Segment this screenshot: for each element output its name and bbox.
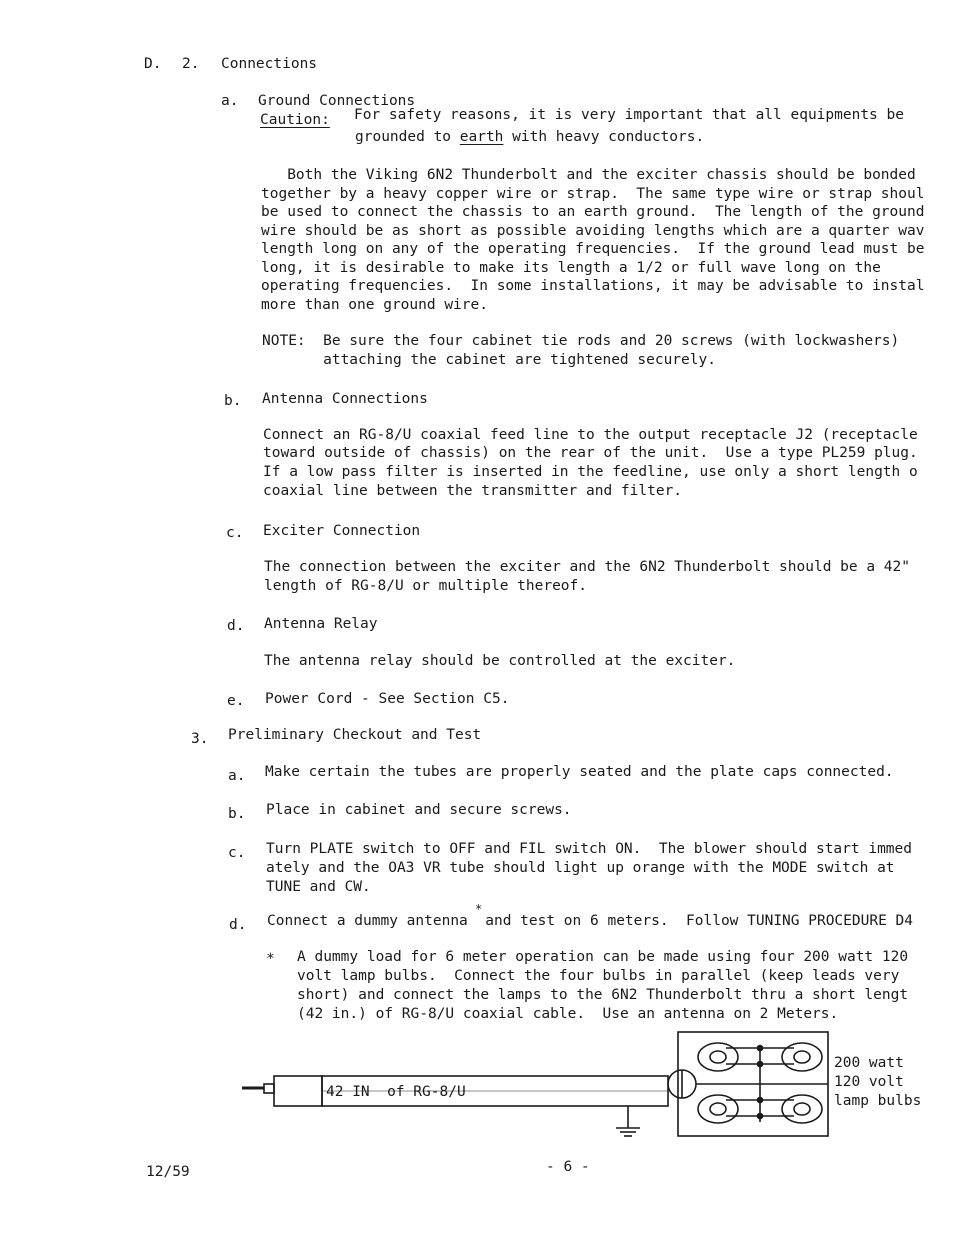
lamp-bulb-bottom-right <box>782 1095 822 1123</box>
footnote-line: short) and connect the lamps to the 6N2 Thunderbolt thru a short lengt <box>297 987 909 1003</box>
prelim-a-label: a. <box>228 768 246 784</box>
antenna-label: b. <box>224 393 242 409</box>
dummy-antenna-asterisk: * <box>475 902 483 916</box>
prelim-c-line: Turn PLATE switch to OFF and FIL switch ON. The blower should start immed <box>266 841 913 857</box>
relay-label: d. <box>227 618 245 634</box>
ground-para-line: Both the Viking 6N2 Thunderbolt and the exciter chassis should be bonded <box>261 167 916 183</box>
antenna-title: Antenna Connections <box>262 391 428 407</box>
ground-para-line: more than one ground wire. <box>261 297 488 313</box>
caution-line-1: For safety reasons, it is very important that all equipments be <box>354 107 904 123</box>
prelim-c-line: TUNE and CW. <box>266 879 371 895</box>
bulb-label-line: 200 watt <box>834 1055 904 1071</box>
antenna-para-line: coaxial line between the transmitter and filter. <box>263 483 683 499</box>
page-number: - 6 - <box>546 1159 590 1175</box>
ground-para-line: be used to connect the chassis to an earth ground. The length of the ground <box>261 204 925 220</box>
exciter-title: Exciter Connection <box>263 523 421 539</box>
note-line-1: NOTE: Be sure the four cabinet tie rods and 20 screws (with lockwashers) <box>262 333 900 349</box>
exciter-para-line: The connection between the exciter and the 6N2 Thunderbolt should be a 42" <box>264 559 911 575</box>
ground-para-line: operating frequencies. In some installations, it may be advisable to instal <box>261 278 925 294</box>
ground-para-line: length long on any of the operating frequencies. If the ground lead must be <box>261 241 925 257</box>
prelim-b-label: b. <box>228 806 246 822</box>
footer-date: 12/59 <box>146 1164 190 1180</box>
bulb-label-line: lamp bulbs <box>834 1093 922 1109</box>
prelim-number: 3. <box>191 731 209 747</box>
section-title: Connections <box>221 56 318 72</box>
power-text: Power Cord - See Section C5. <box>265 691 510 707</box>
ground-para-line: wire should be as short as possible avoiding lengths which are a quarter wav <box>261 223 925 239</box>
lamp-bulb-top-left <box>698 1043 738 1071</box>
prelim-c-label: c. <box>228 845 246 861</box>
footnote-line: volt lamp bulbs. Connect the four bulbs in parallel (keep leads very <box>297 968 900 984</box>
prelim-d-label: d. <box>229 917 247 933</box>
exciter-para-line: length of RG-8/U or multiple thereof. <box>264 578 588 594</box>
lamp-bulb-bottom-left <box>698 1095 738 1123</box>
footnote-line: (42 in.) of RG-8/U coaxial cable. Use an antenna on 2 Meters. <box>297 1006 839 1022</box>
prelim-b-text: Place in cabinet and secure screws. <box>266 802 572 818</box>
note-line-2: attaching the cabinet are tightened securely. <box>262 352 716 368</box>
footnote-asterisk: * <box>266 951 275 967</box>
relay-title: Antenna Relay <box>264 616 378 632</box>
caution-line-2: grounded to earth with heavy conductors. <box>355 129 705 145</box>
section-number: 2. <box>182 56 200 72</box>
footnote-line: A dummy load for 6 meter operation can be made using four 200 watt 120 <box>297 949 909 965</box>
section-label: D. <box>144 56 162 72</box>
lamp-bulb-top-right <box>782 1043 822 1071</box>
caution-label: Caution: <box>260 112 330 128</box>
prelim-a-text: Make certain the tubes are properly seated and the plate caps connected. <box>265 764 894 780</box>
ground-label: a. <box>221 93 239 109</box>
prelim-d-text: Connect a dummy antenna and test on 6 meters. Follow TUNING PROCEDURE D4 <box>267 913 914 929</box>
earth-word: earth <box>459 129 504 145</box>
prelim-title: Preliminary Checkout and Test <box>228 727 482 743</box>
antenna-para-line: If a low pass filter is inserted in the feedline, use only a short length o <box>263 464 918 480</box>
exciter-label: c. <box>226 525 244 541</box>
cable-label: 42 IN of RG-8/U <box>326 1084 466 1100</box>
ground-para-line: long, it is desirable to make its length a 1/2 or full wave long on the <box>261 260 881 276</box>
ground-para-line: together by a heavy copper wire or strap. The same type wire or strap shoul <box>261 186 925 202</box>
prelim-c-line: ately and the OA3 VR tube should light up orange with the MODE switch at <box>266 860 895 876</box>
ground-title: Ground Connections <box>258 93 416 109</box>
antenna-para-line: Connect an RG-8/U coaxial feed line to the output receptacle J2 (receptacle <box>263 427 918 443</box>
bulb-label-line: 120 volt <box>834 1074 904 1090</box>
coax-plug <box>242 1076 322 1106</box>
relay-para-line: The antenna relay should be controlled at the exciter. <box>264 653 736 669</box>
antenna-para-line: toward outside of chassis) on the rear of the unit. Use a type PL259 plug. <box>263 445 918 461</box>
ground-symbol <box>616 1106 640 1136</box>
power-label: e. <box>227 693 245 709</box>
